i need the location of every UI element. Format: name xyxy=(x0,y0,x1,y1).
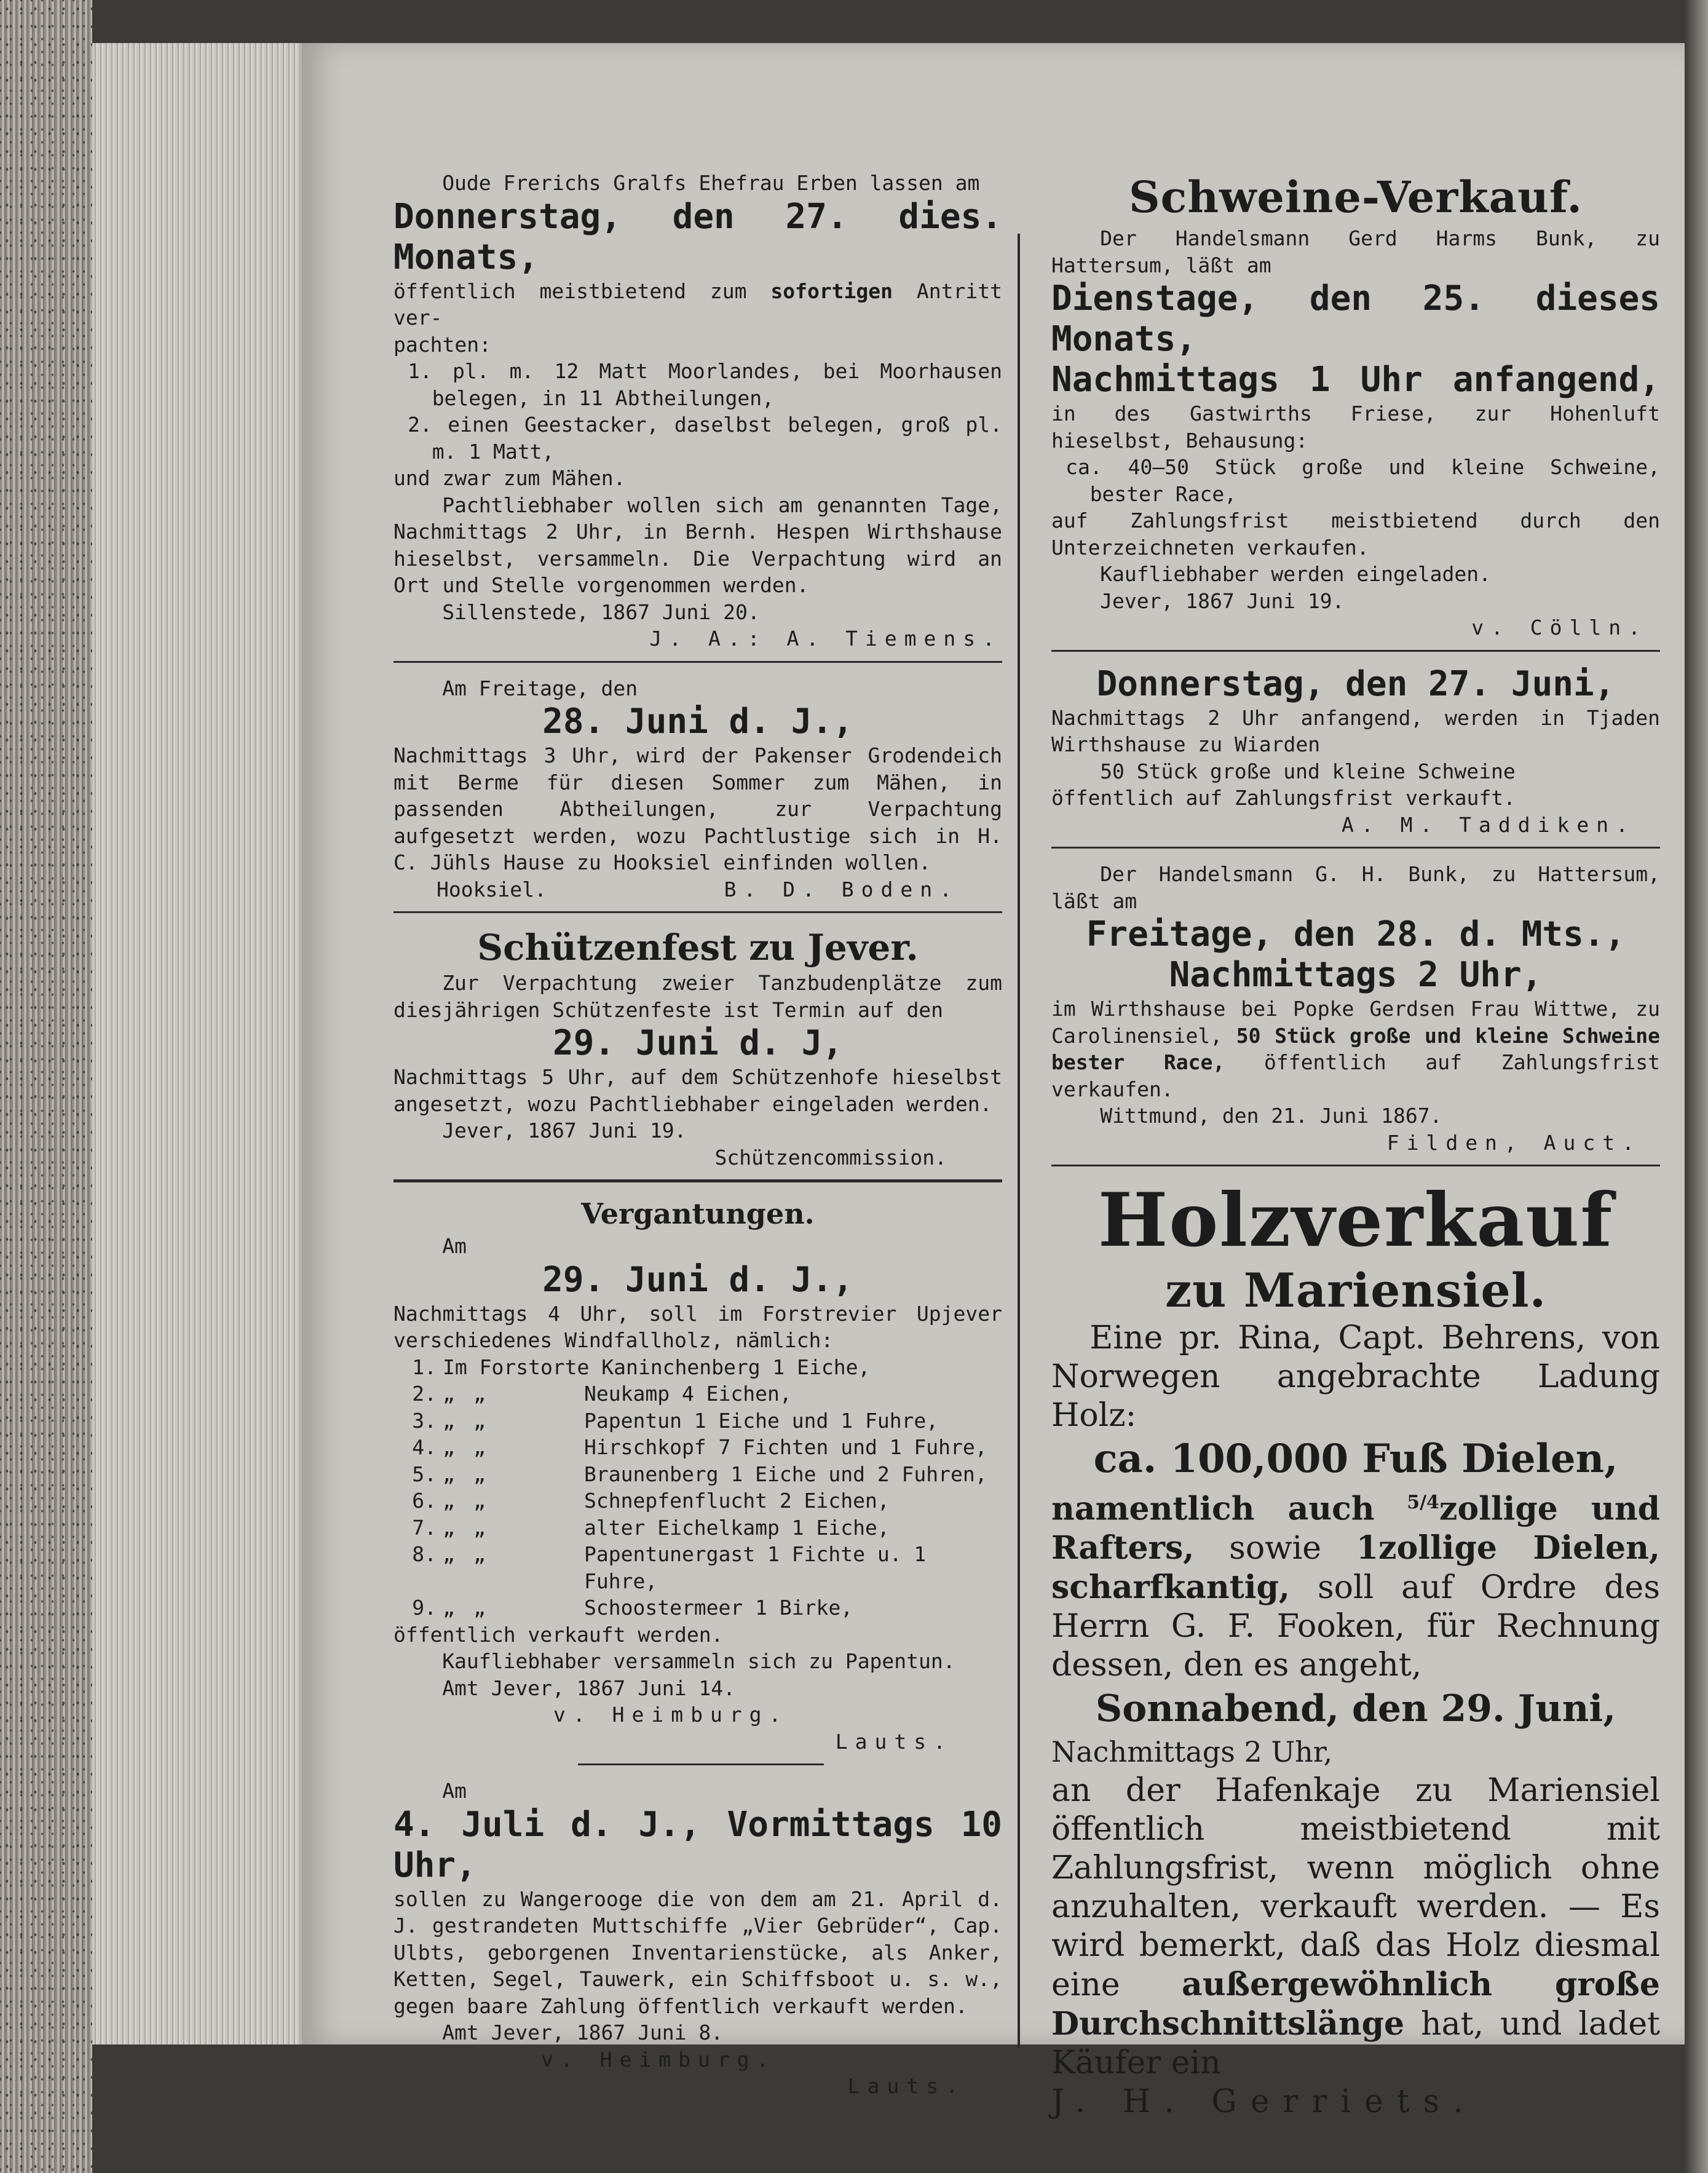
ad-time: Nachmittags 2 Uhr, xyxy=(1169,955,1543,995)
ad-separator xyxy=(393,661,1002,663)
ad-separator xyxy=(1051,650,1660,652)
ad-date: Freitage, den 28. d. Mts., xyxy=(1086,914,1626,954)
ad-text-bold: außergewöhnlich große Durchschnittslänge xyxy=(1051,1966,1660,2043)
item-number: 2. xyxy=(408,413,432,437)
ditto-mark: „ xyxy=(473,1596,486,1620)
ad-body xyxy=(1051,1483,1660,1685)
ad-text-part: öffentlich meistbietend zum xyxy=(393,279,747,303)
list-item xyxy=(393,1434,1002,1461)
item-text: einen Geestacker, daselbst belegen, groß pl. m. 1 Matt, xyxy=(432,413,1002,464)
ad-separator xyxy=(578,1763,824,1765)
ad-place-date: Sillenstede, 1867 Juni 20. xyxy=(442,600,760,624)
list-item xyxy=(393,1541,1002,1594)
ad-carolinensiel-pigs xyxy=(1051,857,1660,1156)
ad-list-item xyxy=(393,358,1002,411)
ad-intro: Oude Frerichs Gralfs Ehefrau Erben lassen am xyxy=(442,171,980,195)
ad-intro: Am xyxy=(442,1234,467,1258)
ditto-mark: „ xyxy=(443,1408,455,1433)
item-number: 3. xyxy=(412,1408,437,1433)
ad-text-part: sowie xyxy=(1229,1530,1322,1567)
ad-body: Der Handelsmann G. H. Bunk, zu Hattersum, läßt am xyxy=(1051,862,1660,913)
list-item xyxy=(393,1380,1002,1407)
ad-place-date: Amt Jever, 1867 Juni 14. xyxy=(442,1676,736,1700)
item-text: Papentun 1 Eiche und 1 Fuhre, xyxy=(584,1408,939,1433)
item-text: Hirschkopf 7 Fichten und 1 Fuhre, xyxy=(584,1435,987,1459)
ad-intro: Am Freitage, den xyxy=(442,676,638,700)
ad-body xyxy=(1051,995,1660,1102)
ad-signature: J. A.: A. Tiemens. xyxy=(649,627,1002,651)
ad-body: Nachmittags 3 Uhr, wird der Pakenser Grodendeich mit Berme für diesen Sommer zum Mähen, in passenden Abtheilungen, zur Verpachtung aufgesetzt werden, wozu Pachtlustige sich in H. C. Jühls Hause zu Hooksiel einfinden wollen. xyxy=(393,743,1002,874)
ad-list-item xyxy=(393,411,1002,465)
ad-separator xyxy=(1051,847,1660,849)
ad-place-date: Jever, 1867 Juni 19. xyxy=(1100,588,1345,613)
ad-date: Donnerstag, den 27. Juni, xyxy=(1096,663,1615,704)
ad-quantity: ca. 100,000 Fuß Dielen, xyxy=(1093,1436,1618,1482)
ad-date: 4. Juli d. J., Vormittags 10 Uhr, xyxy=(393,1804,1002,1885)
item-text: Schoostermeer 1 Birke, xyxy=(584,1596,853,1620)
ad-vergantungen xyxy=(393,1191,1002,1755)
ad-text: Kaufliebhaber versammeln sich zu Papentun. xyxy=(442,1649,955,1673)
ad-text-bold: 1zollige Dielen, scharfkantig, xyxy=(1051,1529,1661,1607)
ditto-mark: „ xyxy=(443,1596,455,1620)
ad-time: Nachmittags 2 Uhr, xyxy=(1051,1735,1333,1769)
item-number: 5. xyxy=(412,1462,437,1486)
list-item xyxy=(393,1407,1002,1435)
ad-text: pachten: xyxy=(393,332,491,357)
ad-body: öffentlich auf Zahlungsfrist verkauft. xyxy=(1051,786,1516,810)
item-text: Braunenberg 1 Eiche und 2 Fuhren, xyxy=(584,1462,987,1486)
item-text: Neukamp 4 Eichen, xyxy=(584,1382,792,1406)
ditto-mark: „ xyxy=(443,1515,455,1540)
ad-body: auf Zahlungsfrist meistbietend durch den Unterzeichneten verkaufen. xyxy=(1051,509,1660,560)
ditto-mark: „ xyxy=(443,1382,455,1406)
ad-text: öffentlich verkauft werden. xyxy=(393,1622,724,1647)
ad-separator xyxy=(393,911,1002,913)
ad-body: sollen zu Wangerooge die von dem am 21. April d. J. gestrandeten Muttschiffe „Vier Gebrüder“, Cap. Ulbts, geborgenen Inventarienstücke, als Anker, Ketten, Segel, Tauwerk, ein Schiffsboot u. s. w., gegen baare Zahlung öffentlich verkauft werden. xyxy=(393,1886,1002,2018)
book-edge-speckle xyxy=(0,0,92,2173)
page-stack xyxy=(92,43,301,2044)
ad-time: Nachmittags 1 Uhr anfangend, xyxy=(1051,360,1660,400)
ad-holzverkauf xyxy=(1051,1175,1660,2121)
facing-page-edge xyxy=(1685,0,1708,2173)
ad-body: Nachmittags 4 Uhr, soll im Forstrevier Upjever verschiedenes Windfallholz, nämlich: xyxy=(393,1301,1002,1352)
ad-separator xyxy=(393,1179,1002,1182)
list-item xyxy=(393,1594,1002,1621)
ad-text-part: hat, und ladet Käufer ein xyxy=(1051,2006,1660,2082)
ad-signature: J. H. Gerriets. xyxy=(1051,2083,1477,2121)
ad-text-bold: sofortigen xyxy=(770,279,893,303)
ditto-mark: „ xyxy=(443,1435,455,1459)
ad-body: Pachtliebhaber wollen sich am genannten Tage, Nachmittags 2 Uhr, in Bernh. Hespen Wirthshause hieselbst, versammeln. Die Verpachtung wird an Ort und Stelle vorgenommen werden. xyxy=(393,493,1002,597)
ditto-mark: „ xyxy=(473,1462,486,1486)
ad-footer xyxy=(393,876,1002,903)
ad-signature: B. D. Boden. xyxy=(724,877,959,901)
ad-item: ca. 40—50 Stück große und kleine Schweine, bester Race, xyxy=(1066,455,1660,506)
ad-date: Donnerstag, den 27. dies. Monats, xyxy=(393,196,1002,277)
ad-text-bold: 50 Stück große und kleine Schweine bester Race, xyxy=(1051,1023,1660,1074)
ditto-mark: „ xyxy=(473,1408,486,1433)
item-number: 7. xyxy=(412,1515,437,1540)
ad-body: Eine pr. Rina, Capt. Behrens, von Norwegen angebrachte Ladung Holz: xyxy=(1051,1320,1660,1434)
ad-signature-2: Lauts. xyxy=(835,1729,953,1754)
ad-signature: v. Heimburg. xyxy=(541,2047,777,2072)
ad-signature-2: Lauts. xyxy=(847,2074,965,2098)
item-text: Papentunergast 1 Fichte u. 1 Fuhre, xyxy=(584,1542,927,1593)
item-text: Schnepfenflucht 2 Eichen, xyxy=(584,1489,890,1513)
ad-item: 50 Stück große und kleine Schweine xyxy=(1100,759,1516,783)
item-number: 4. xyxy=(412,1435,437,1459)
list-item xyxy=(393,1354,1002,1381)
ad-text-bold: namentlich auch xyxy=(1051,1490,1375,1528)
ad-signature: A. M. Taddiken. xyxy=(1341,812,1635,837)
ad-text-bold: zollige und Rafters, xyxy=(1051,1490,1661,1567)
item-number: 8. xyxy=(412,1542,437,1566)
ad-body: in des Gastwirths Friese, zur Hohenluft hieselbst, Behausung: xyxy=(1051,402,1660,453)
ad-date: 29. Juni d. J, xyxy=(552,1023,843,1063)
right-column xyxy=(1051,166,1660,2121)
ad-text-part: an der Hafenkaje zu Mariensiel öffentlich meistbietend mit Zahlungsfrist, wenn möglich ohne anzuhalten, verkauft werden. — Es wird bemerkt, daß das Holz diesmal eine xyxy=(1051,1772,1660,2004)
ad-date: 29. Juni d. J., xyxy=(542,1259,853,1300)
ad-signature: v. Cölln. xyxy=(1471,615,1648,639)
item-number: 2. xyxy=(412,1382,437,1406)
ad-grodendeich-lease xyxy=(393,671,1002,903)
ditto-mark: „ xyxy=(473,1489,486,1513)
ad-schuetzenfest xyxy=(393,922,1002,1171)
ditto-mark: „ xyxy=(473,1382,486,1406)
ad-place-date: Wittmund, den 21. Juni 1867. xyxy=(1100,1104,1442,1128)
ad-place: Hooksiel. xyxy=(437,877,547,901)
ad-schweine-verkauf xyxy=(1051,166,1660,641)
ad-intro: Am xyxy=(442,1779,467,1803)
item-text: pl. m. 12 Matt Moorlandes, bei Moorhausen belegen, in 11 Abtheilungen, xyxy=(432,359,1003,410)
ditto-mark: „ xyxy=(473,1515,486,1540)
ad-body xyxy=(1051,1771,1660,2083)
ad-text: Kaufliebhaber werden eingeladen. xyxy=(1100,562,1491,586)
list-item xyxy=(393,1487,1002,1514)
list-item xyxy=(393,1461,1002,1488)
ad-text-part: öffentlich auf Zahlungsfrist verkaufen. xyxy=(1051,1050,1660,1101)
item-text: Im Forstorte Kaninchenberg 1 Eiche, xyxy=(443,1355,871,1379)
item-number: 1. xyxy=(412,1355,437,1379)
ad-title: Schützenfest zu Jever. xyxy=(477,927,919,968)
item-number: 6. xyxy=(412,1489,437,1513)
ditto-mark: „ xyxy=(443,1542,455,1566)
wood-list xyxy=(393,1354,1002,1621)
ad-text: und zwar zum Mähen. xyxy=(393,466,626,490)
ad-separator xyxy=(1051,1165,1660,1166)
ad-title: Holzverkauf xyxy=(1097,1177,1614,1264)
section-title: Vergantungen. xyxy=(581,1197,815,1230)
ad-wangerooge-auction xyxy=(393,1774,1002,2100)
ad-wiarden-pigs xyxy=(1051,660,1660,839)
list-item xyxy=(393,1514,1002,1542)
ad-text-part: soll auf Ordre des Herrn G. F. Fooken, für Rechnung dessen, den es angeht, xyxy=(1051,1569,1661,1684)
ditto-mark: „ xyxy=(443,1489,455,1513)
ad-date: 28. Juni d. J., xyxy=(542,702,853,742)
ad-date: Dienstage, den 25. dieses Monats, xyxy=(1051,279,1660,359)
ad-signature: Filden, Auct. xyxy=(1386,1130,1642,1155)
ad-signature: Schützencommission. xyxy=(714,1145,947,1170)
item-number: 9. xyxy=(412,1596,437,1620)
ditto-mark: „ xyxy=(473,1542,486,1566)
ad-title: Schweine-Verkauf. xyxy=(1129,172,1583,223)
ditto-mark: „ xyxy=(443,1462,455,1486)
left-column xyxy=(393,166,1002,2100)
column-divider xyxy=(1018,234,1020,2048)
ad-date: Sonnabend, den 29. Juni, xyxy=(1095,1687,1616,1731)
ad-body: Nachmittags 2 Uhr anfangend, werden in Tjaden Wirthshause zu Wiarden xyxy=(1051,705,1660,756)
ad-moorland-lease xyxy=(393,166,1002,652)
item-number: 1. xyxy=(408,359,432,383)
ad-place-date: Jever, 1867 Juni 19. xyxy=(442,1118,687,1142)
ad-body: Nachmittags 5 Uhr, auf dem Schützenhofe hieselbst angesetzt, wozu Pachtliebhaber eingeladen werden. xyxy=(393,1065,1002,1116)
fraction: 5/4 xyxy=(1407,1492,1439,1513)
ad-subtitle: zu Mariensiel. xyxy=(1164,1263,1547,1318)
item-text: alter Eichelkamp 1 Eiche, xyxy=(584,1515,890,1540)
ad-body: Der Handelsmann Gerd Harms Bunk, zu Hattersum, läßt am xyxy=(1051,226,1660,277)
ad-text xyxy=(393,278,1002,331)
ad-body: Zur Verpachtung zweier Tanzbudenplätze zum diesjährigen Schützenfeste ist Termin auf den xyxy=(393,971,1002,1022)
ad-place-date: Amt Jever, 1867 Juni 8. xyxy=(442,2021,724,2044)
ad-signature: v. Heimburg. xyxy=(553,1703,789,1727)
ad-text-part: Antritt ver- xyxy=(393,279,1002,330)
ad-text-part: im Wirthshause bei Popke Gerdsen Frau Wittwe, zu Carolinensiel, xyxy=(1051,997,1660,1048)
ditto-mark: „ xyxy=(473,1435,486,1459)
